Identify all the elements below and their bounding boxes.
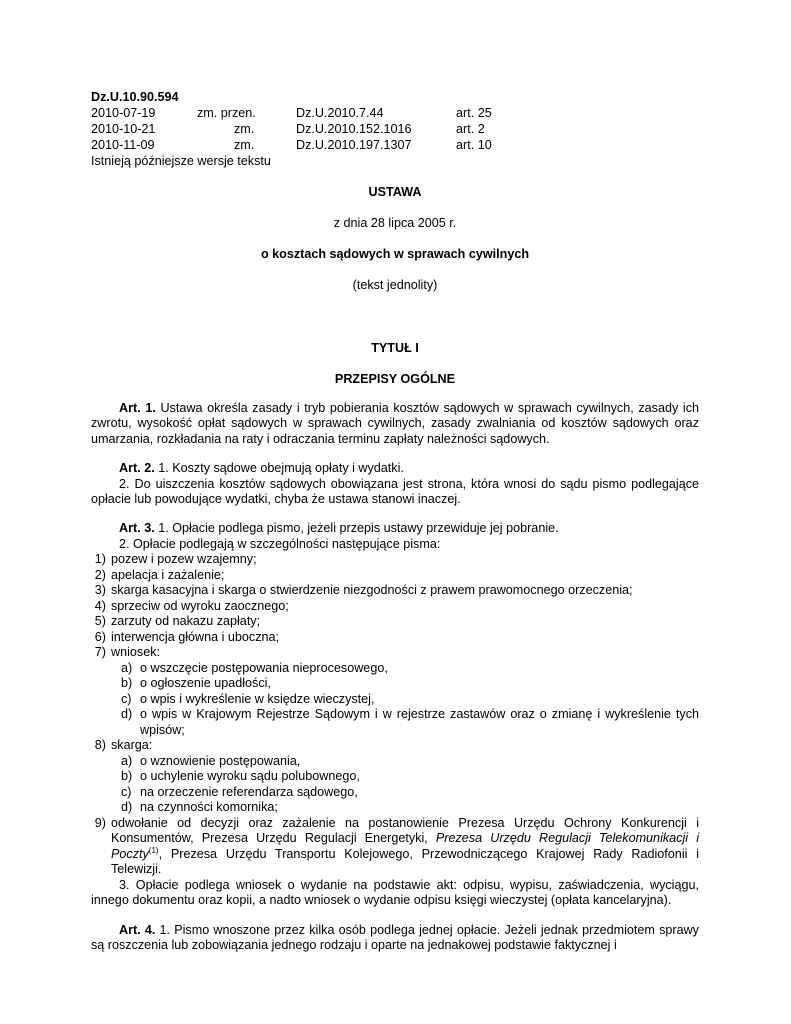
document-page	[91, 90, 699, 953]
sub-list-item-text: na orzeczenie referendarza sądowego,	[140, 784, 358, 799]
article-2-paragraph-1	[91, 461, 699, 476]
sub-list-item-text: o wznowienie postępowania,	[140, 753, 301, 768]
sub-list-item	[91, 769, 699, 785]
article-4	[91, 923, 699, 954]
list-item	[91, 738, 699, 754]
sub-list-item-letter: b)	[121, 769, 133, 784]
sub-list-item-text: o wpis w Krajowym Rejestrze Sądowym i w rejestrze zastawów oraz o zmianę i wykreślenie tych wpisów;	[140, 707, 699, 737]
list-item	[91, 630, 699, 646]
list-item	[91, 568, 699, 584]
amendment-article: art. 2	[456, 122, 485, 136]
act-type-title: USTAWA	[368, 185, 422, 199]
list-item-number: 2)	[94, 567, 106, 582]
article-3-label: Art. 3.	[119, 521, 155, 536]
list-item-number: 5)	[94, 614, 106, 629]
list-item-text: wniosek:	[111, 645, 160, 660]
article-2-paragraph-2: 2. Do uiszczenia kosztów sądowych obowiązana jest strona, która wnosi do sądu pismo podlegające opłacie lub powodujące wydatki, chyba że ustawa stanowi inaczej.	[91, 476, 699, 507]
article-4-label: Art. 4.	[119, 922, 156, 937]
list-item-text: zarzuty od nakazu zapłaty;	[111, 614, 261, 629]
sub-list-item-text: o uchylenie wyroku sądu polubownego,	[140, 769, 360, 784]
article-3-list	[91, 552, 699, 878]
amendment-article: art. 25	[456, 106, 492, 120]
sub-list-item	[91, 754, 699, 770]
list-item-text: , Prezesa Urzędu Transportu Kolejowego, Przewodniczącego Krajowej Rady Radiofonii i Telewizji.	[111, 846, 699, 877]
sub-list-item-text: o wszczęcie postępowania nieprocesowego,	[140, 660, 388, 675]
list-item-italic-text: Prezesa Urzędu Regulacji Telekomunikacji i Poczty	[111, 831, 699, 861]
article-3	[91, 521, 699, 908]
list-item-number: 4)	[94, 598, 106, 613]
sub-list-item-letter: a)	[121, 753, 133, 768]
article-3-paragraph-1	[91, 521, 699, 536]
amendment-row	[91, 137, 699, 153]
article-2	[91, 461, 699, 507]
sub-list-item	[91, 661, 699, 677]
amendment-type: zm.	[234, 122, 255, 136]
sub-list-item-text: na czynności komornika;	[140, 800, 278, 815]
list-item-text: interwencja główna i uboczna;	[111, 629, 280, 644]
sub-list-item-letter: c)	[121, 784, 132, 799]
sub-list-item	[91, 785, 699, 801]
amendment-date: 2010-07-19	[91, 106, 156, 120]
sub-list-item-letter: d)	[121, 707, 133, 722]
footnote-reference: (1)	[148, 845, 159, 855]
document-header	[91, 90, 699, 169]
list-item-text: pozew i pozew wzajemny;	[111, 552, 257, 567]
list-item-number: 6)	[94, 629, 106, 644]
sub-list-item-text: o ogłoszenie upadłości,	[140, 676, 271, 691]
list-item-text: skarga kasacyjna i skarga o stwierdzenie niezgodności z prawem prawomocnego orzeczenia;	[111, 583, 633, 598]
sub-list-item-text: o wpis i wykreślenie w księdze wieczystej,	[140, 691, 375, 706]
sub-list-item-letter: c)	[121, 691, 132, 706]
sub-list-item	[91, 676, 699, 692]
later-versions-note: Istnieją późniejsze wersje tekstu	[91, 154, 271, 168]
sub-list-item-letter: a)	[121, 660, 133, 675]
document-id: Dz.U.10.90.594	[91, 90, 179, 104]
list-item-number: 9)	[94, 815, 106, 830]
article-3-p1-text: 1. Opłacie podlega pismo, jeżeli przepis ustawy przewiduje jej pobranie.	[154, 521, 559, 536]
article-2-p1-text: 1. Koszty sądowe obejmują opłaty i wydatki.	[154, 461, 404, 476]
list-item-number: 1)	[94, 552, 106, 567]
amendment-type: zm.	[234, 138, 255, 152]
amendment-row	[91, 121, 699, 137]
amendment-source: Dz.U.2010.197.1307	[296, 138, 412, 152]
article-1-text: Ustawa określa zasady i tryb pobierania kosztów sądowych w sprawach cywilnych, zasady ich zwrotu, wysokość opłat sądowych w sprawach cywilnych, zasady zwalniania od kosztów sądowych oraz umarzania, rozkładania na raty i odraczania terminu zapłaty należności sądowych.	[91, 401, 699, 446]
article-2-label: Art. 2.	[119, 461, 155, 476]
consolidated-text-note: (tekst jednolity)	[352, 278, 438, 292]
article-4-text: 1. Pismo wnoszone przez kilka osób podlega jednej opłacie. Jeżeli jednak przedmiotem sprawy są roszczenia lub zobowiązania jednego rodzaju i oparte na jednakowej podstawie faktycznej i	[91, 922, 699, 952]
sub-list-item-letter: d)	[121, 800, 133, 815]
sub-list-item	[91, 692, 699, 708]
part-label: TYTUŁ I	[371, 341, 419, 355]
article-1-label: Art. 1.	[119, 401, 156, 415]
list-item-number: 8)	[94, 738, 106, 753]
article-1	[91, 401, 699, 447]
act-subject: o kosztach sądowych w sprawach cywilnych	[260, 247, 530, 261]
amendment-type: zm. przen.	[197, 106, 256, 120]
list-item	[91, 614, 699, 630]
list-item-text: skarga:	[111, 738, 153, 753]
list-item-text: odwołanie od decyzji oraz zażalenie na postanowienie Prezesa Urzędu Ochrony Konkurencji i Konsumentów, Prezesa Urzędu Regulacji Energetyki,	[111, 815, 699, 846]
list-item	[91, 583, 699, 599]
part-name: PRZEPISY OGÓLNE	[334, 372, 456, 386]
amendment-article: art. 10	[456, 138, 492, 152]
article-3-paragraph-3: 3. Opłacie podlega wniosek o wydanie na podstawie akt: odpisu, wypisu, zaświadczenia, wyciągu, innego dokumentu oraz kopii, a nadto wniosek o wydanie odpisu księgi wieczystej (opłata kancelaryjna).	[91, 877, 699, 908]
amendment-row	[91, 105, 699, 121]
list-item-number: 3)	[94, 583, 106, 598]
list-item	[91, 599, 699, 615]
article-3-paragraph-2: 2. Opłacie podlegają w szczególności następujące pisma:	[119, 536, 441, 551]
act-date: z dnia 28 lipca 2005 r.	[333, 216, 457, 230]
amendment-source: Dz.U.2010.7.44	[296, 106, 384, 120]
list-item-text: apelacja i zażalenie;	[111, 567, 225, 582]
sub-list-item	[91, 707, 699, 738]
list-item	[91, 816, 699, 878]
amendment-date: 2010-11-09	[91, 138, 155, 152]
amendment-date: 2010-10-21	[91, 122, 156, 136]
list-item-text: sprzeciw od wyroku zaocznego;	[111, 598, 289, 613]
sub-list-item-letter: b)	[121, 676, 133, 691]
list-item-number: 7)	[94, 645, 106, 660]
sub-list-item	[91, 800, 699, 816]
list-item	[91, 645, 699, 661]
amendment-source: Dz.U.2010.152.1016	[296, 122, 412, 136]
list-item	[91, 552, 699, 568]
